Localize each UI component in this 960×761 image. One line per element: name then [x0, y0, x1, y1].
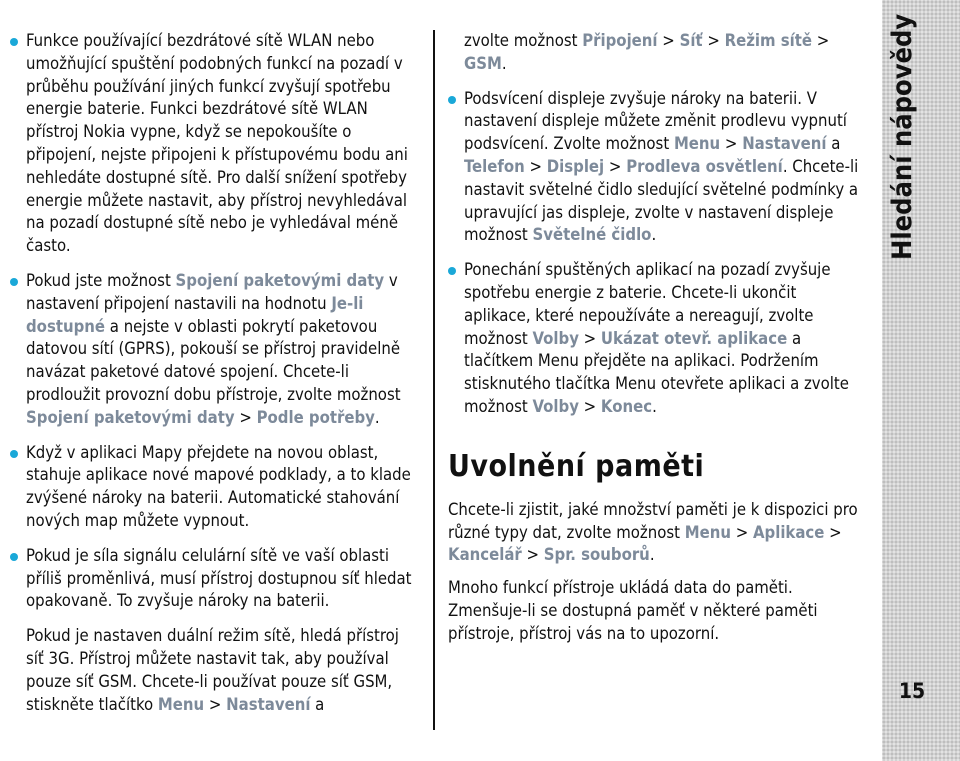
path-separator: > [524, 156, 547, 176]
bullet-dot [10, 553, 18, 561]
menu-path-item: Volby [532, 396, 579, 416]
text-run: . [652, 396, 657, 416]
menu-path-item: Spojení paketovými daty [26, 407, 235, 427]
path-separator: > [578, 328, 601, 348]
bullet-dot [10, 38, 18, 46]
text-run: . [649, 545, 655, 565]
dual-mode-paragraph [26, 625, 420, 716]
bullet-packet-data [10, 270, 420, 430]
bullet-wlan [10, 30, 420, 258]
bullet-signal [10, 545, 420, 613]
menu-path-item: Nastavení [742, 134, 827, 154]
bullet-dot [448, 267, 456, 275]
menu-path-item: Displej [546, 156, 605, 176]
right-column [448, 30, 860, 656]
path-separator: > [702, 31, 725, 50]
bullet-dot [10, 450, 18, 458]
menu-path-item: Menu [673, 134, 721, 154]
bullet-backlight [448, 88, 860, 248]
menu-path-item: Aplikace [752, 522, 825, 542]
menu-path-item: Připojení [582, 31, 658, 50]
bullet-dot [10, 278, 18, 286]
text-run: a nejste v oblasti pokrytí paketovou datovou sítí (GPRS), pokouší se přístroj pravidelně navázat paketové datové spojení. Chcete-li prodloužit provozní dobu přístroje, zvolte možnost [26, 316, 401, 404]
menu-path-item: Konec [600, 396, 653, 416]
path-separator: > [720, 134, 743, 154]
text-run: zvolte možnost [464, 31, 583, 50]
menu-path-item: Světelné čidlo [532, 225, 652, 245]
bullet-background-apps [448, 259, 860, 419]
maps-text: Když v aplikaci Mapy přejdete na novou oblast, stahuje aplikace nové mapové podklady, a to klade zvýšené nároky na baterii. Automatické stahování nových map můžete vypnout. [26, 442, 411, 530]
memory-paragraph [448, 499, 860, 567]
left-column [10, 30, 420, 728]
text-run: . [501, 53, 507, 73]
text-run: a [310, 694, 325, 714]
text-run: Pokud jste možnost [26, 270, 176, 290]
menu-path-item: Prodleva osvětlení [626, 156, 783, 176]
menu-path-item: Síť [679, 31, 703, 50]
bullet-maps [10, 442, 420, 533]
menu-path-item: Je-li dostupné [26, 293, 364, 336]
text-run: Chcete-li zjistit, jaké množství paměti je k dispozici pro různé typy dat, zvolte možnost [448, 499, 858, 542]
bullet-dot [448, 96, 456, 104]
section-heading: Uvolnění paměti [448, 448, 705, 484]
continued-paragraph [464, 30, 860, 76]
sidebar-title: Hledání nápovědy [887, 13, 918, 260]
path-separator: > [604, 156, 627, 176]
column-divider [433, 30, 435, 730]
text-run: . Chcete-li nastavit světelné čidlo sledující světelné podmínky a upravující jas displeje, zvolte v nastavení displeje možnost [464, 156, 859, 245]
menu-path-item: Menu [157, 694, 205, 714]
menu-path-item: Ukázat otevř. aplikace [600, 328, 788, 348]
text-run: v nastavení připojení nastavili na hodnotu [26, 270, 398, 313]
path-separator: > [657, 31, 680, 50]
page-number: 15 [898, 679, 926, 703]
menu-path-item: Volby [532, 328, 579, 348]
signal-text: Pokud je síla signálu celulární sítě ve vaší oblasti příliš proměnlivá, musí přístroj dostupnou síť hledat opakovaně. To zvyšuje nároky na baterii. [26, 545, 412, 611]
memory-warning-paragraph [448, 577, 860, 645]
wlan-text: Funkce používající bezdrátové sítě WLAN nebo umožňující spuštění podobných funkcí na pozadí v průběhu používání jiných funkcí zvyšují spotřebu energie baterie. Funkci bezdrátové sítě WLAN přístroj Nokia vypne, když se nepokoušíte o připojení, nejste připojeni k přístupovému bodu ani nehledáte dostupné sítě. Pro další snížení spotřeby energie můžete nastavit, aby přístroj nevyhledával na pozadí dostupné sítě nebo je vyhledával méně často. [26, 31, 408, 256]
path-separator: > [824, 522, 842, 542]
path-separator: > [521, 545, 544, 565]
menu-path-item: GSM [464, 53, 502, 73]
text-run: Mnoho funkcí přístroje ukládá data do paměti. Zmenšuje-li se dostupná paměť v některé paměti přístroje, přístroj vás na to upozorní. [448, 578, 818, 643]
text-run: a tlačítkem Menu přejděte na aplikaci. Podržením stisknutého tlačítka Menu otevřete aplikaci a zvolte možnost [464, 328, 849, 416]
text-run: Pokud je nastaven duální režim sítě, hledá přístroj síť 3G. Přístroj můžete nastavit tak, aby používal pouze síť GSM. Chcete-li používat pouze síť GSM, stiskněte tlačítko [26, 626, 399, 714]
menu-path-item: Kancelář [448, 545, 522, 565]
text-run: a [826, 134, 841, 154]
path-separator: > [812, 31, 830, 50]
path-separator: > [234, 407, 257, 427]
path-separator: > [578, 396, 601, 416]
path-separator: > [730, 522, 753, 542]
menu-path-item: Podle potřeby [256, 407, 375, 427]
menu-path-item: Menu [684, 522, 731, 542]
path-separator: > [204, 694, 227, 714]
menu-path-item: Nastavení [226, 694, 311, 714]
menu-path-item: Režim sítě [724, 31, 813, 50]
text-run: Ponechání spuštěných aplikací na pozadí zvyšuje spotřebu energie z baterie. Chcete-li ukončit aplikace, které nepoužíváte a nereagují, zvolte možnost [464, 260, 831, 348]
text-run: Podsvícení displeje zvyšuje nároky na baterii. V nastavení displeje můžete změnit prodlevu vypnutí podsvícení. Zvolte možnost [464, 88, 847, 154]
menu-path-item: Spr. souborů [543, 545, 650, 565]
text-run: . [651, 225, 657, 245]
menu-path-item: Spojení paketovými daty [175, 270, 385, 290]
text-run: . [374, 407, 380, 427]
menu-path-item: Telefon [464, 156, 525, 176]
